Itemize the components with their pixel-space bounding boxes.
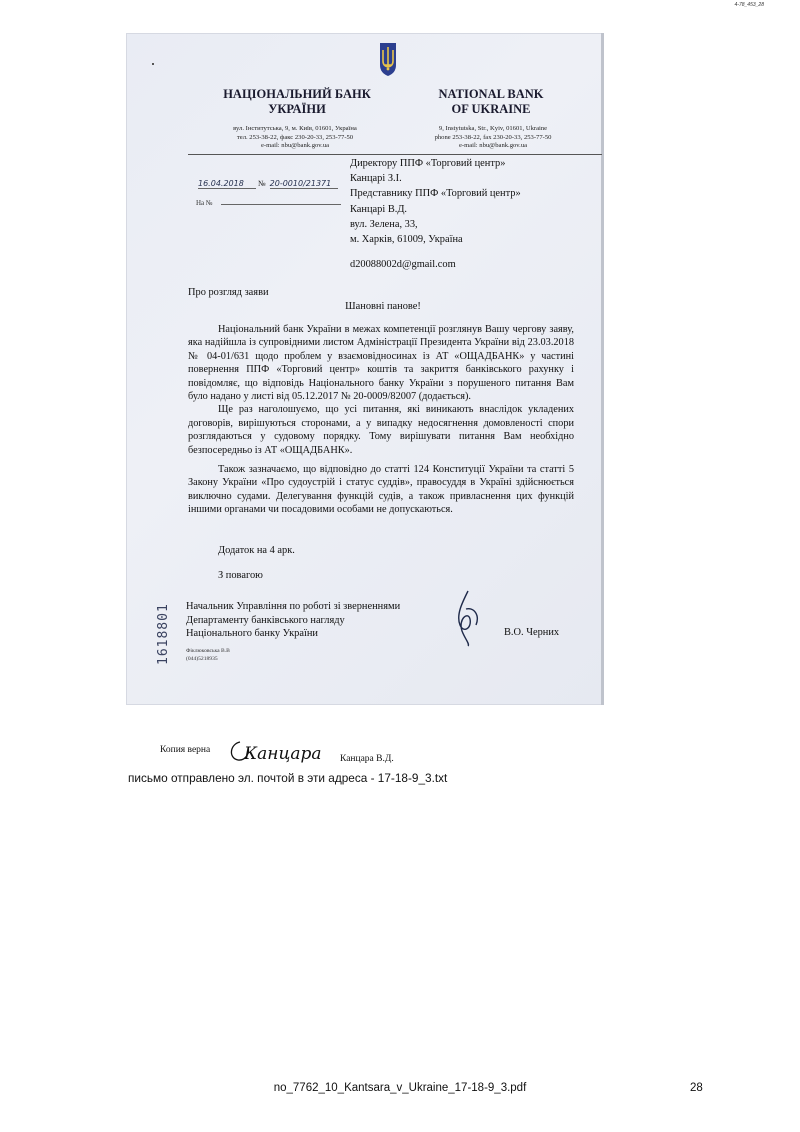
executor-info: Фіклюковська В.В (044)5218935: [186, 648, 230, 662]
incoming-label: На №: [196, 199, 213, 207]
body-paragraph: Ще раз наголошуємо, що усі питання, які виникають внаслідок укладених договорів, вирішуються сторонами, а у випадку недосягнення домовленості спори розглядаються у судовому порядку. Тому вирішувати питання Вам необхідно безпосередньо із АТ «ОЩАДБАНК».: [188, 404, 574, 456]
recipient-line: м. Харків, 61009, Україна: [350, 234, 463, 246]
number-sign: №: [258, 179, 266, 188]
bank-address-ua: вул. Інститутська, 9, м. Київ, 01601, Україна тел. 253-38-22, факс 230-20-33, 253-77-50 e-mail: nbu@bank.gov.ua: [233, 125, 357, 150]
recipient-block: [350, 156, 521, 272]
outgoing-number: 20-0010/21371: [270, 179, 338, 189]
svg-text:Канцара: Канцара: [244, 744, 322, 764]
outgoing-reference: [192, 179, 338, 189]
handwritten-signature-icon: [448, 589, 488, 647]
recipient-line: Канцарі В.Д.: [350, 203, 408, 215]
letter-subject: Про розгляд заяви: [188, 287, 269, 298]
stamp-number: 1618801: [156, 603, 171, 665]
footer-page-number: 28: [690, 1082, 703, 1094]
body-paragraph: Також зазначаємо, що відповідно до статті 124 Конституції України та статті 5 Закону України «Про судоустрій і статус суддів», правосуддя в Україні здійснюється виключно судами. Делегування функцій судів, а також привласнення цих функцій іншими органами чи посадовими особами не допускаються.: [188, 464, 574, 516]
letter-greeting: Шановні панове!: [345, 301, 421, 312]
recipient-line: Канцарі З.І.: [350, 173, 402, 185]
recipient-line: Представнику ППФ «Торговий центр»: [350, 188, 521, 200]
recipient-line: вул. Зелена, 33,: [350, 218, 418, 230]
attachment-note: Додаток на 4 арк.: [218, 545, 295, 556]
bank-name-ua: НАЦІОНАЛЬНИЙ БАНК УКРАЇНИ: [223, 87, 371, 116]
incoming-reference: [196, 199, 341, 207]
outgoing-date: 16.04.2018: [198, 179, 256, 189]
closing-regards: З повагою: [218, 570, 263, 581]
body-paragraph: Національний банк України в межах компетенції розглянув Вашу чергову заяву, яка надійшла із супровідними листом Адміністрації Президента України від 23.03.2018 № 04-01/631 щодо проблем у взаємовідносинах із АТ «ОЩАДБАНК» у частині повернення ППФ «Торговий центр» коштів та закриття банківського рахунку і повідомляє, що відповідь Національного банку України з порушеного питання Вам було надано у листі від 05.12.2017 № 20-0009/82007 (додається).: [188, 324, 574, 403]
trident-emblem-icon: [376, 41, 400, 77]
certification-label: Копия верна: [160, 745, 211, 755]
letter-body: [188, 323, 574, 517]
corner-code: 4-78_453_28: [734, 2, 764, 8]
bank-address-en: 9, Instytutska, Str., Kyiv, 01601, Ukraine phone 253-38-22, fax 230-20-33, 253-77-50 e-mail: nbu@bank.gov.ua: [434, 125, 552, 150]
scanned-letter: [126, 33, 604, 705]
certification-signature-icon: [226, 734, 336, 766]
header-divider: [188, 154, 602, 155]
certification-name: Канцара В.Д.: [340, 754, 394, 764]
sent-note: письмо отправлено эл. почтой в эти адреса - 17-18-9_3.txt: [128, 771, 448, 785]
footer-filename: no_7762_10_Kantsara_v_Ukraine_17-18-9_3.pdf: [273, 1082, 527, 1094]
bank-name-en: NATIONAL BANK OF UKRAINE: [438, 87, 544, 116]
recipient-line: Директору ППФ «Торговий центр»: [350, 158, 506, 169]
signatory-title: Начальник Управління по роботі зі зверненнями Департаменту банківського нагляду Національного банку України: [186, 601, 401, 640]
recipient-email: d20088002d@gmail.com: [350, 259, 456, 271]
signatory-name: В.О. Черних: [504, 627, 560, 638]
